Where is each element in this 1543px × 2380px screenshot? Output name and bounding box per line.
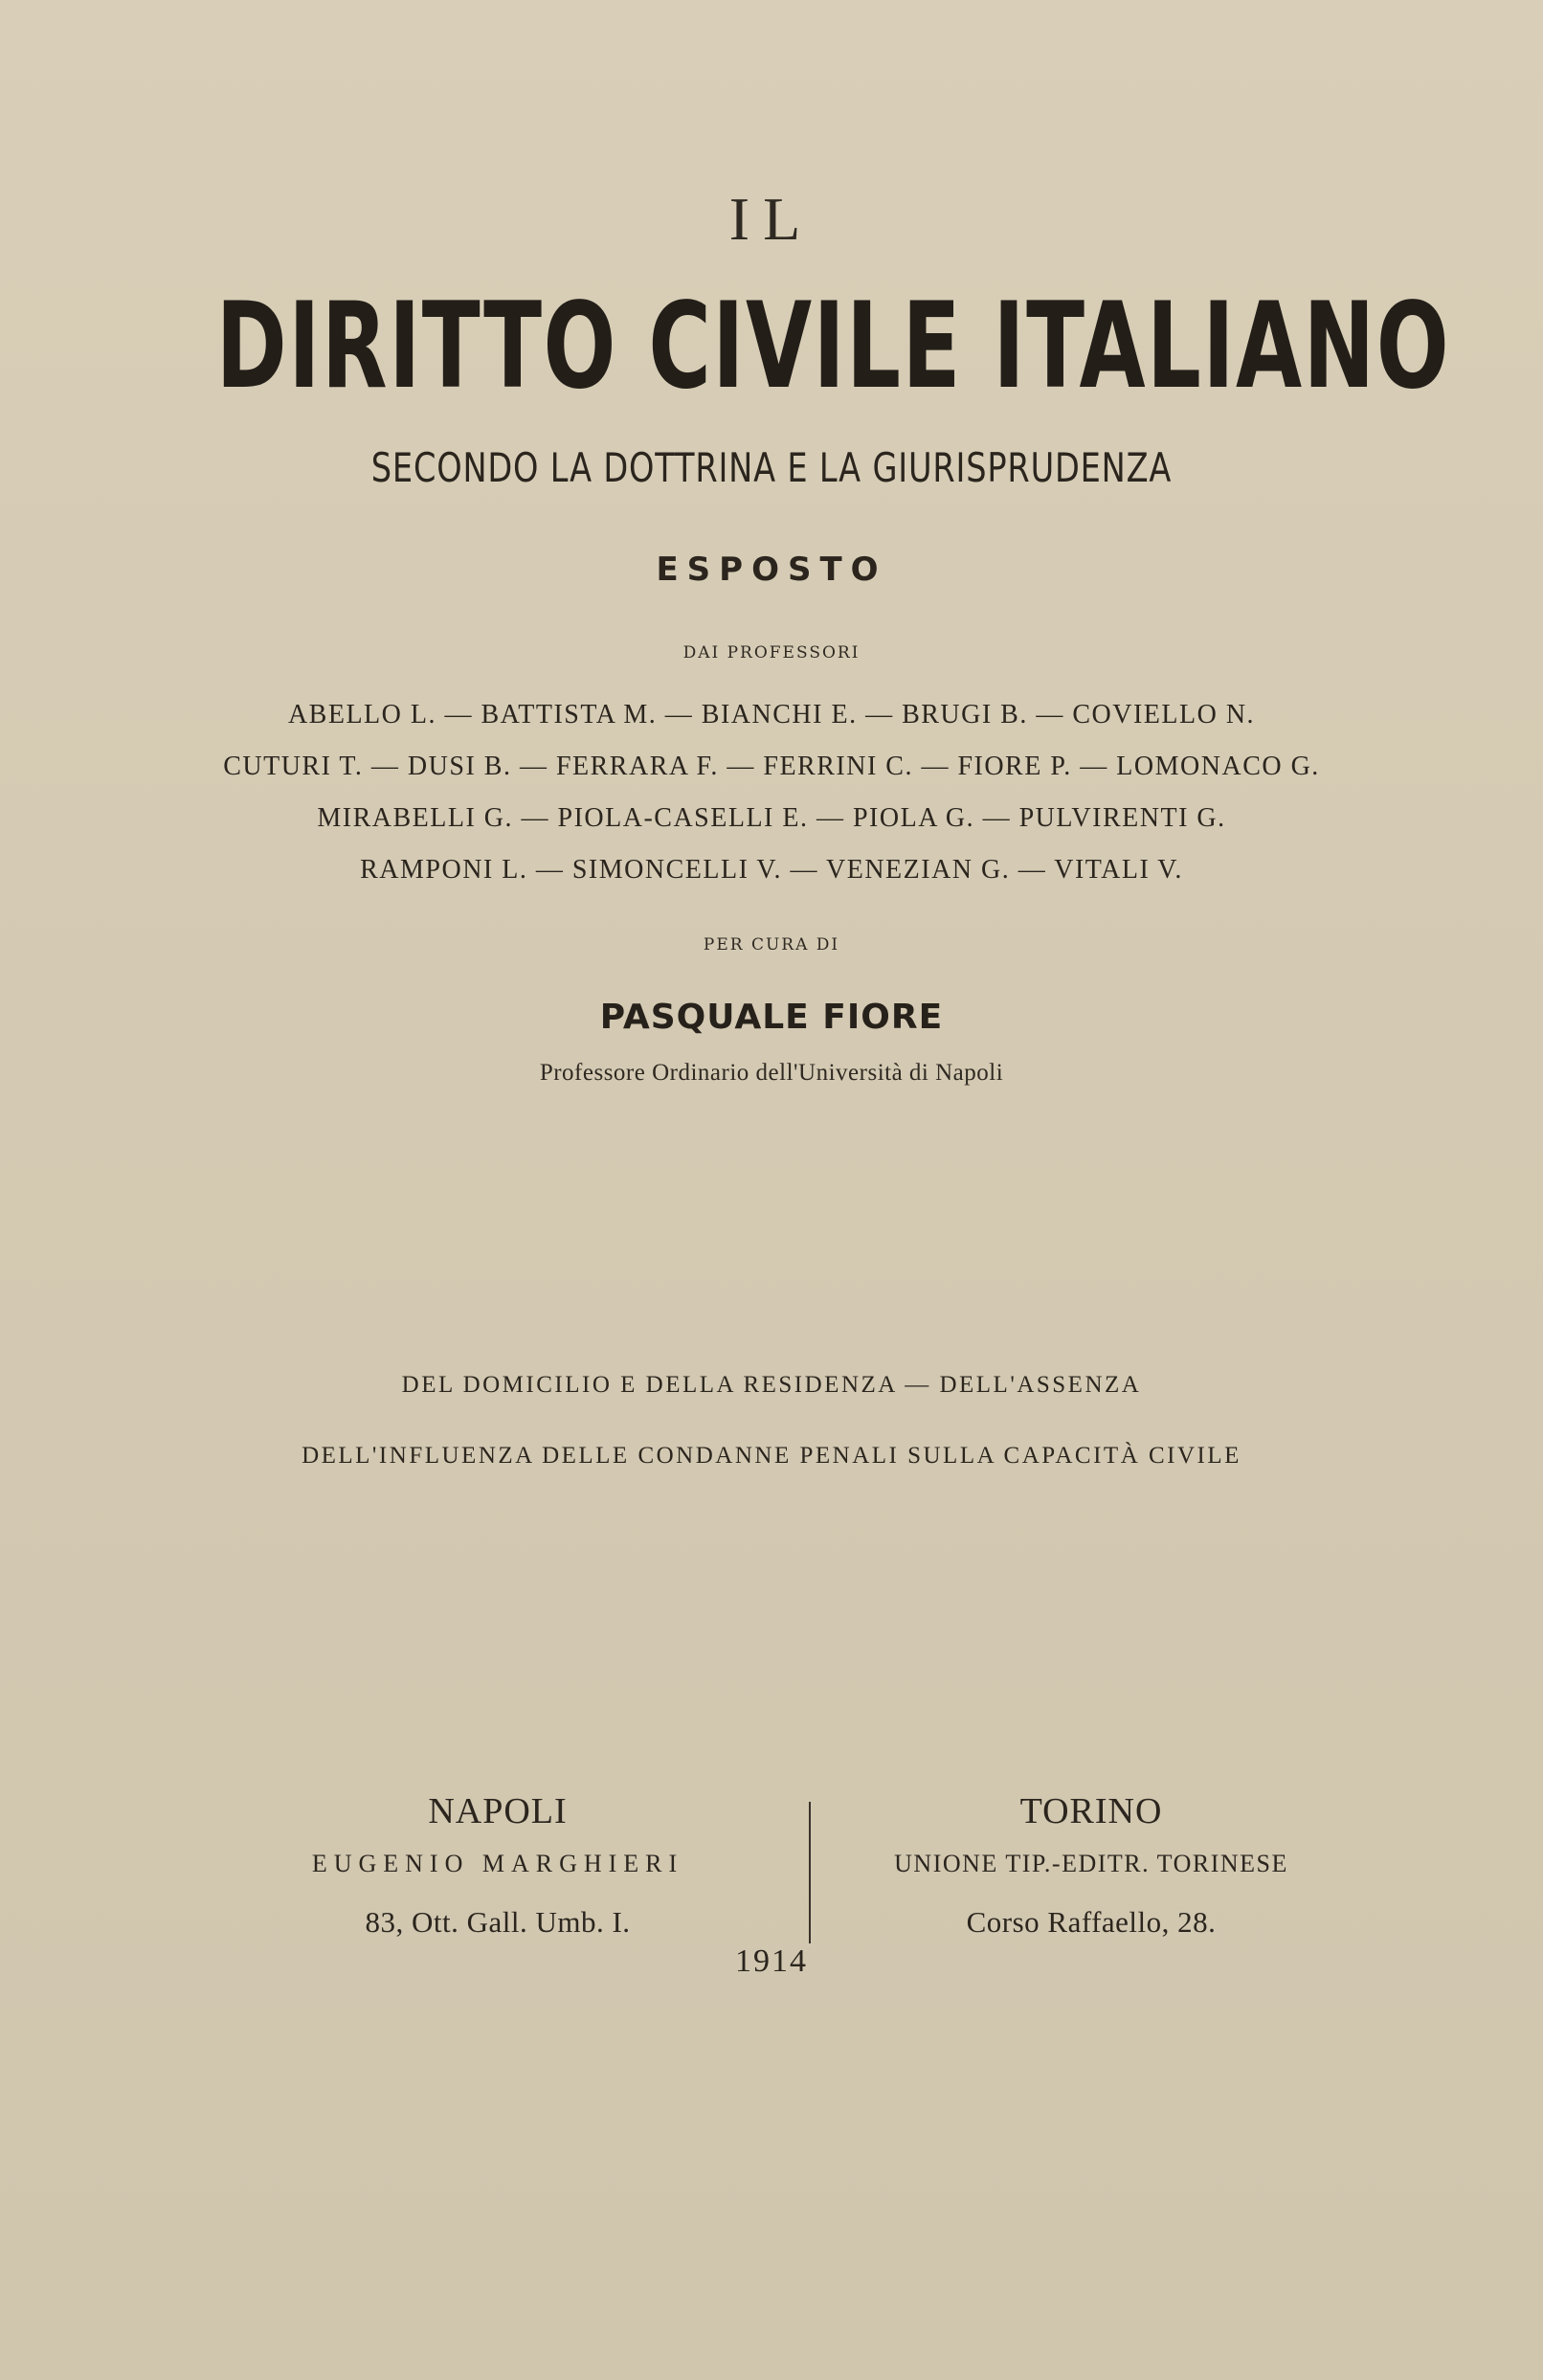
publisher-address: 83, Ott. Gall. Umb. I. [365, 1905, 631, 1939]
editor-title: Professore Ordinario dell'Università di Napoli [539, 1060, 1004, 1086]
authors-line: ABELLO L. — BATTISTA M. — BIANCHI E. — BRUGI B. — COVIELLO N. [287, 700, 1256, 730]
publisher-address: Corso Raffaello, 28. [966, 1905, 1217, 1939]
editor-name: PASQUALE FIORE [599, 998, 944, 1037]
main-title: DIRITTO CIVILE ITALIANO [215, 278, 1451, 415]
authors-line: MIRABELLI G. — PIOLA-CASELLI E. — PIOLA G. — PULVIRENTI G. [317, 803, 1226, 833]
volume-line: DELL'INFLUENZA DELLE CONDANNE PENALI SULLA CAPACITÀ CIVILE [302, 1443, 1241, 1469]
subtitle: SECONDO LA DOTTRINA E LA GIURISPRUDENZA [370, 444, 1173, 491]
publisher-house: UNIONE TIP.-EDITR. TORINESE [894, 1850, 1288, 1877]
publisher-city: NAPOLI [428, 1791, 568, 1831]
publisher-torino [699, 1790, 1484, 1940]
authors-list [0, 689, 1543, 896]
publisher-city: TORINO [1019, 1791, 1163, 1831]
authors-line: RAMPONI L. — SIMONCELLI V. — VENEZIAN G. — VITALI V. [360, 855, 1183, 885]
authors-line: CUTURI T. — DUSI B. — FERRARA F. — FERRINI C. — FIORE P. — LOMONACO G. [223, 752, 1320, 781]
volume-contents [0, 1350, 1543, 1492]
publication-year: 1914 [735, 1943, 808, 1979]
per-cura-label: PER CURA DI [703, 935, 840, 954]
volume-line: DEL DOMICILIO E DELLA RESIDENZA — DELL'ASSENZA [401, 1372, 1142, 1398]
dai-professori-label: DAI PROFESSORI [682, 643, 861, 662]
esposto-label: ESPOSTO [656, 550, 887, 589]
series-prefix: IL [728, 185, 815, 253]
publisher-house: EUGENIO MARGHIERI [311, 1850, 684, 1877]
